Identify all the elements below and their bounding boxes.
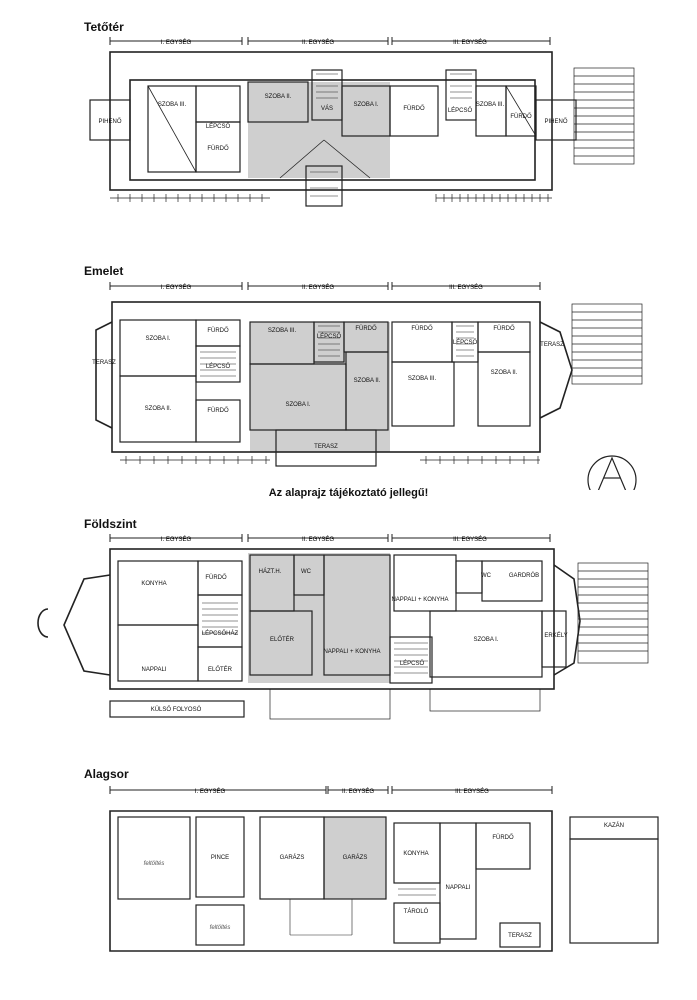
- room-label: TÁROLÓ: [403, 909, 429, 915]
- unit-label: II. EGYSÉG: [301, 537, 335, 543]
- room-label: PIHENŐ: [98, 119, 122, 125]
- room-label: SZOBA I.: [353, 102, 379, 108]
- room-label: LÉPCSŐ: [399, 661, 425, 667]
- floor-tetoter: [0, 0, 697, 230]
- hatch-label: feltöltés: [143, 861, 165, 867]
- unit-label: I. EGYSÉG: [160, 285, 192, 291]
- room-label: SZOBA III.: [267, 328, 297, 334]
- hatch-label: feltöltés: [209, 925, 231, 931]
- room-label: LÉPCSŐ: [205, 124, 231, 130]
- room-label: NAPPALI + KONYHA: [323, 649, 381, 655]
- floor-title: Földszint: [84, 517, 137, 531]
- room-label: LÉPCSŐ: [205, 364, 231, 370]
- room-label: FÜRDŐ: [403, 106, 425, 112]
- room-label: VÁS: [320, 106, 334, 112]
- floor-plan-alagsor: [0, 755, 697, 1000]
- room-label: KONYHA: [403, 851, 429, 857]
- room-label: HÁZT.H.: [258, 569, 282, 575]
- room-label: LÉPCSŐ: [447, 108, 473, 114]
- room-label: SZOBA II.: [490, 370, 518, 376]
- room-label: ERKÉLY: [544, 633, 568, 639]
- room-label: WC: [301, 569, 311, 575]
- floor-title: Emelet: [84, 264, 124, 278]
- unit-label: II. EGYSÉG: [301, 40, 335, 46]
- room-label: ELŐTÉR: [207, 667, 233, 673]
- room-label: NAPPALI: [445, 885, 471, 891]
- unit-label: I. EGYSÉG: [194, 789, 226, 795]
- unit-label: II. EGYSÉG: [301, 285, 335, 291]
- room-label: TERASZ: [314, 444, 338, 450]
- floor-plan-foldszint: [0, 505, 697, 745]
- room-label: SZOBA I.: [473, 637, 499, 643]
- room-label: SZOBA I.: [145, 336, 171, 342]
- room-label: TERASZ: [92, 360, 116, 366]
- room-label: TERASZ: [508, 933, 532, 939]
- room-label: SZOBA II.: [264, 94, 292, 100]
- room-label: LÉPCSŐ: [316, 334, 342, 340]
- room-label: FÜRDŐ: [492, 835, 514, 841]
- room-label: GARÁZS: [342, 855, 368, 861]
- room-label: WC: [481, 573, 491, 579]
- room-label: LÉPCSŐ: [452, 340, 478, 346]
- room-label: ELŐTÉR: [269, 637, 295, 643]
- floor-foldszint: [0, 505, 697, 745]
- room-label: FÜRDŐ: [207, 328, 229, 334]
- room-label: TERASZ: [540, 342, 564, 348]
- room-label: PINCE: [210, 855, 230, 861]
- room-label: NAPPALI + KONYHA: [391, 597, 449, 603]
- unit-label: III. EGYSÉG: [453, 40, 487, 46]
- north-arrow-icon: [588, 456, 636, 490]
- unit-label: I. EGYSÉG: [160, 537, 192, 543]
- floor-emelet: [0, 260, 697, 490]
- floor-title: Alagsor: [84, 767, 129, 781]
- room-label: GARDRÓB: [508, 573, 540, 579]
- room-label: PIHENŐ: [544, 119, 568, 125]
- floor-title: Tetőtér: [84, 20, 124, 34]
- floor-plan-tetoter: [0, 0, 697, 230]
- room-label: SZOBA III.: [157, 102, 187, 108]
- unit-label: III. EGYSÉG: [449, 285, 483, 291]
- room-label: LÉPCSŐHÁZ: [201, 631, 239, 637]
- unit-label: III. EGYSÉG: [453, 537, 487, 543]
- room-label: SZOBA II.: [144, 406, 172, 412]
- unit-label: III. EGYSÉG: [455, 789, 489, 795]
- disclaimer-note: Az alaprajz tájékoztató jellegű!: [268, 487, 429, 499]
- room-label: SZOBA III.: [407, 376, 437, 382]
- room-label: SZOBA II.: [353, 378, 381, 384]
- floor-plan-emelet: [0, 260, 697, 490]
- room-label: FÜRDŐ: [493, 326, 515, 332]
- room-label: KONYHA: [141, 581, 167, 587]
- room-label: SZOBA I.: [285, 402, 311, 408]
- room-label: KAZÁN: [603, 823, 625, 829]
- room-label: FÜRDŐ: [205, 575, 227, 581]
- floor-alagsor: [0, 755, 697, 1000]
- room-label: GARÁZS: [279, 855, 305, 861]
- room-label: FÜRDŐ: [207, 146, 229, 152]
- room-label: FÜRDŐ: [207, 408, 229, 414]
- room-label: FÜRDŐ: [510, 114, 532, 120]
- room-label: SZOBA III.: [475, 102, 505, 108]
- room-label: FÜRDŐ: [411, 326, 433, 332]
- room-label: NAPPALI: [141, 667, 167, 673]
- unit-label: II. EGYSÉG: [341, 789, 375, 795]
- unit-label: I. EGYSÉG: [160, 40, 192, 46]
- room-label: FÜRDŐ: [355, 326, 377, 332]
- room-label: KÜLSŐ FOLYOSÓ: [150, 707, 202, 713]
